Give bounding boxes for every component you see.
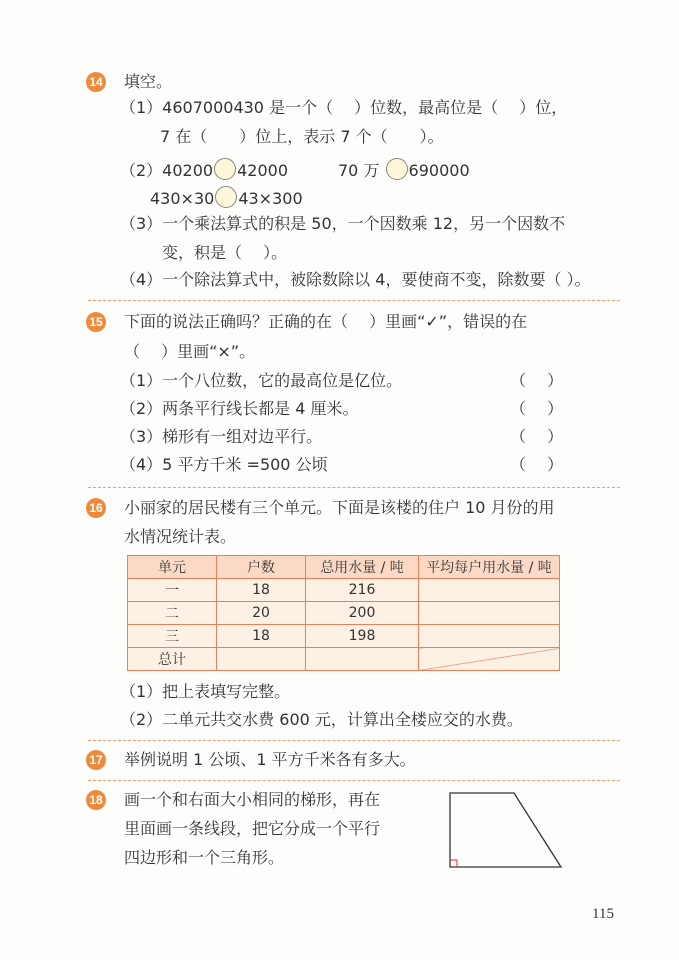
question-line: 下面的说法正确吗？正确的在（ ）里画“✓”，错误的在 bbox=[124, 312, 528, 331]
question-number-badge: 18 bbox=[86, 790, 106, 810]
cell: 三 bbox=[128, 625, 217, 648]
judge-item: （2）两条平行线长都是 4 厘米。 bbox=[120, 399, 359, 418]
cell: 一 bbox=[128, 579, 217, 602]
cell[interactable] bbox=[419, 602, 560, 625]
table-row bbox=[128, 648, 560, 671]
table-row bbox=[128, 625, 560, 648]
question-line: 四边形和一个三角形。 bbox=[124, 848, 285, 867]
question-line: 画一个和右面大小相同的梯形，再在 bbox=[124, 790, 381, 809]
question-number-badge: 15 bbox=[86, 312, 106, 332]
header-cell: 户数 bbox=[217, 556, 306, 579]
compare-line bbox=[150, 186, 303, 209]
header-cell: 总用水量 / 吨 bbox=[306, 556, 419, 579]
expr: 43×300 bbox=[238, 189, 303, 208]
cell: 200 bbox=[306, 602, 419, 625]
answer-blank[interactable]: （ ） bbox=[510, 371, 564, 390]
compare-circle[interactable] bbox=[386, 158, 408, 180]
question-line: （3）一个乘法算式的积是 50，一个因数乘 12，另一个因数不 bbox=[120, 214, 566, 233]
cell: 216 bbox=[306, 579, 419, 602]
cell: 18 bbox=[217, 579, 306, 602]
question-number-badge: 14 bbox=[86, 72, 106, 92]
question-line: （1）把上表填写完整。 bbox=[120, 682, 291, 701]
page-number: 115 bbox=[592, 906, 614, 922]
cell[interactable] bbox=[306, 648, 419, 671]
cell: 总计 bbox=[128, 648, 217, 671]
judge-item: （1）一个八位数，它的最高位是亿位。 bbox=[120, 371, 403, 390]
expr: 42000 bbox=[237, 161, 288, 180]
cell: 198 bbox=[306, 625, 419, 648]
table-row bbox=[128, 579, 560, 602]
question-line: （2）二单元共交水费 600 元，计算出全楼应交的水费。 bbox=[120, 710, 523, 729]
diagonal-cell bbox=[419, 648, 560, 671]
cell[interactable] bbox=[419, 625, 560, 648]
compare-circle[interactable] bbox=[214, 158, 236, 180]
trapezoid-figure bbox=[440, 785, 570, 875]
question-line: 7 在（ ）位上，表示 7 个（ ）。 bbox=[160, 127, 444, 146]
divider bbox=[88, 740, 620, 741]
divider bbox=[88, 780, 620, 781]
answer-blank[interactable]: （ ） bbox=[510, 399, 564, 418]
question-line: 小丽家的居民楼有三个单元。下面是该楼的住户 10 月份的用 bbox=[124, 498, 555, 517]
table-row bbox=[128, 602, 560, 625]
answer-blank[interactable]: （ ） bbox=[510, 455, 564, 474]
cell: 20 bbox=[217, 602, 306, 625]
compare-line bbox=[120, 158, 470, 181]
question-line: （4）一个除法算式中，被除数除以 4，要使商不变，除数要（ ）。 bbox=[120, 270, 591, 289]
question-line: 举例说明 1 公顷、1 平方千米各有多大。 bbox=[124, 750, 416, 769]
judge-item: （3）梯形有一组对边平行。 bbox=[120, 427, 323, 446]
cell[interactable] bbox=[419, 579, 560, 602]
question-line: （ ）里画“×”。 bbox=[124, 342, 256, 361]
question-line: 变，积是（ ）。 bbox=[162, 243, 288, 262]
header-cell: 平均每户用水量 / 吨 bbox=[419, 556, 560, 579]
expr: 690000 bbox=[408, 161, 470, 180]
question-title: 填空。 bbox=[124, 72, 173, 91]
divider bbox=[88, 300, 620, 301]
question-number-badge: 16 bbox=[86, 498, 106, 518]
answer-blank[interactable]: （ ） bbox=[510, 427, 564, 446]
cell[interactable] bbox=[217, 648, 306, 671]
water-usage-table bbox=[127, 555, 560, 671]
question-line: 水情况统计表。 bbox=[124, 527, 237, 546]
divider bbox=[88, 487, 620, 488]
expr: 430×30 bbox=[150, 189, 215, 208]
cell: 二 bbox=[128, 602, 217, 625]
question-line: 里面画一条线段，把它分成一个平行 bbox=[124, 819, 381, 838]
expr: 70 万 bbox=[338, 161, 380, 180]
question-line: （1）4607000430 是一个（ ）位数，最高位是（ ）位， bbox=[120, 98, 568, 117]
judge-item: （4）5 平方千米 =500 公顷 bbox=[120, 455, 328, 474]
compare-circle[interactable] bbox=[215, 186, 237, 208]
question-number-badge: 17 bbox=[86, 750, 106, 770]
header-cell: 单元 bbox=[128, 556, 217, 579]
expr: （2）40200 bbox=[120, 161, 214, 180]
cell: 18 bbox=[217, 625, 306, 648]
